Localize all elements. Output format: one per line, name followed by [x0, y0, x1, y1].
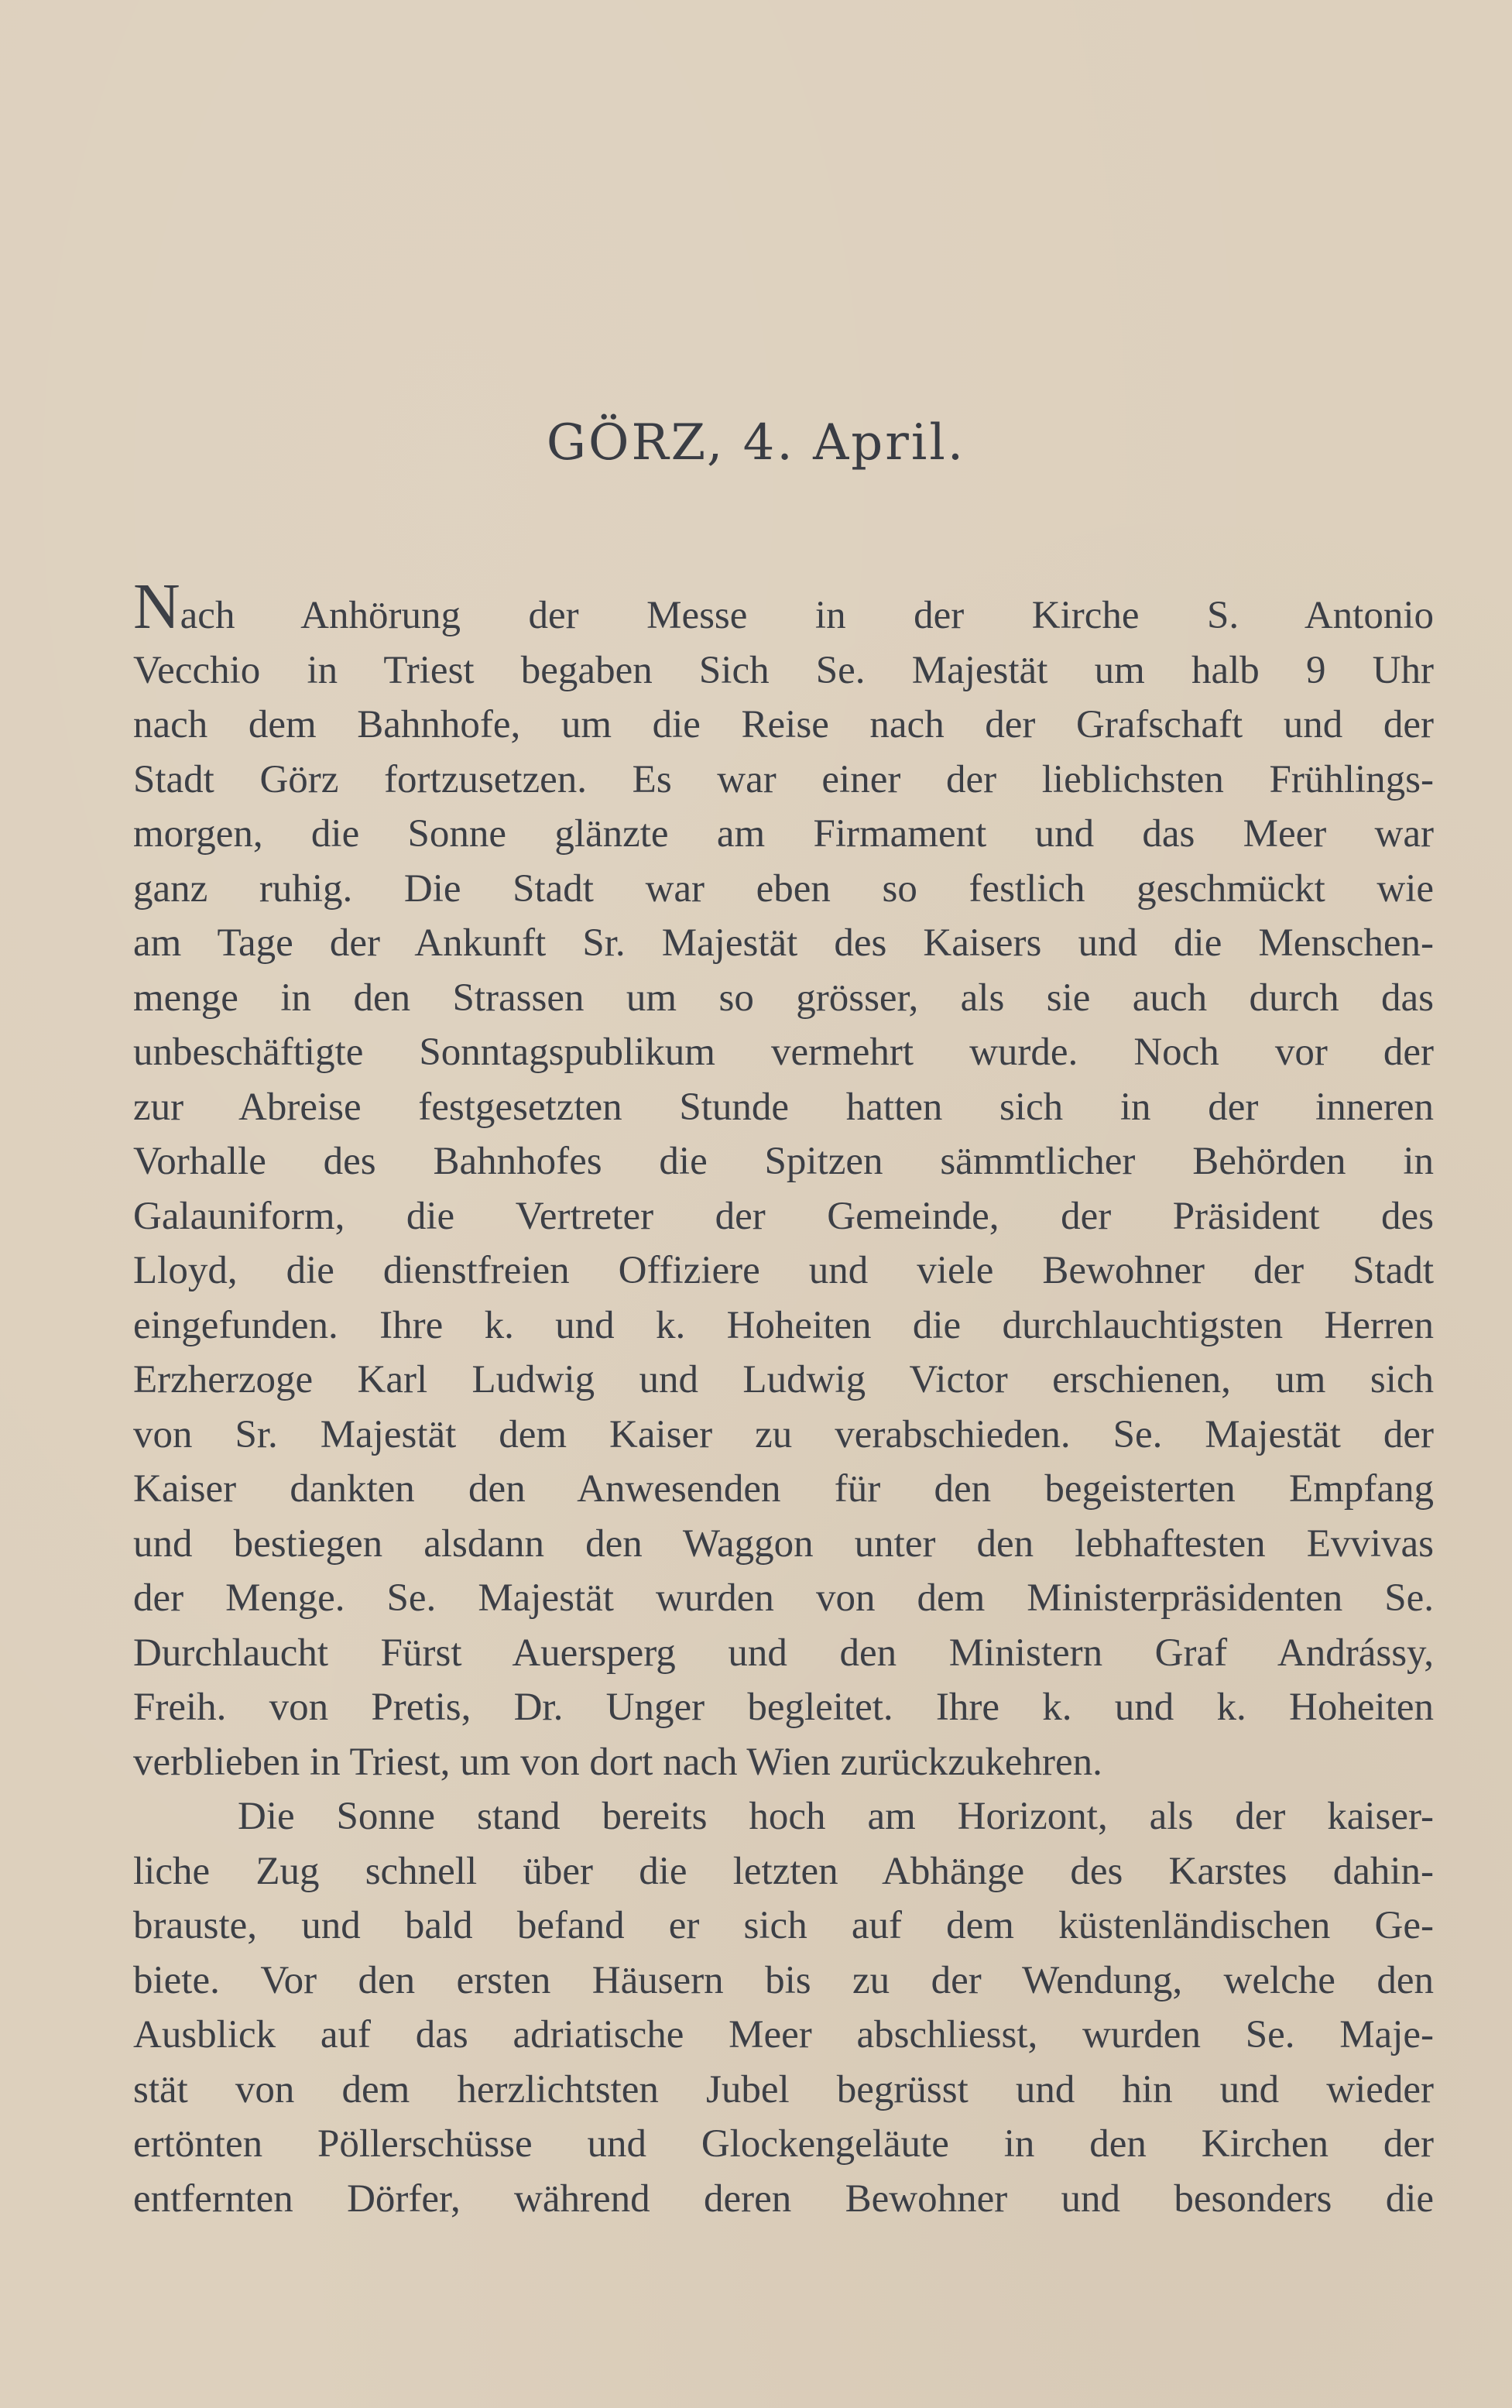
- text-line: Galauniform, die Vertreter der Gemeinde, der Präsident des: [133, 1194, 1434, 1238]
- drop-cap: N: [133, 571, 180, 643]
- text-line: Lloyd, die dienstfreien Offiziere und viele Bewohner der Stadt: [133, 1249, 1434, 1292]
- paragraph-1: [133, 571, 1434, 1789]
- text-line: verblieben in Triest, um von dort nach Wien zurückzukehren.: [133, 1740, 1102, 1784]
- text-line: menge in den Strassen um so grösser, als sie auch durch das: [133, 976, 1434, 1020]
- chapter-title: GÖRZ, 4. April.: [546, 414, 966, 472]
- text-line: der Menge. Se. Majestät wurden von dem Ministerpräsidenten Se.: [133, 1576, 1434, 1620]
- text-line: unbeschäftigte Sonntagspublikum vermehrt wurde. Noch vor der: [133, 1031, 1434, 1074]
- text-line: am Tage der Ankunft Sr. Majestät des Kaisers und die Menschen-: [133, 921, 1434, 965]
- text-line: stät von dem herzlichtsten Jubel begrüsst und hin und wieder: [133, 2067, 1434, 2111]
- text-line: von Sr. Majestät dem Kaiser zu verabschieden. Se. Majestät der: [133, 1412, 1434, 1456]
- text-line: Vecchio in Triest begaben Sich Se. Majestät um halb 9 Uhr: [133, 648, 1434, 692]
- text-line: morgen, die Sonne glänzte am Firmament und das Meer war: [133, 812, 1434, 856]
- text-line: ertönten Pöllerschüsse und Glockengeläute in den Kirchen der: [133, 2122, 1434, 2166]
- text-line: Vorhalle des Bahnhofes die Spitzen sämmtlicher Behörden in: [133, 1140, 1434, 1183]
- text-line: entfernten Dörfer, während deren Bewohner und besonders die: [133, 2176, 1434, 2221]
- text-line: Stadt Görz fortzusetzen. Es war einer der lieblichsten Frühlings-: [133, 757, 1434, 801]
- text-line: Durchlaucht Fürst Auersperg und den Ministern Graf Andrássy,: [133, 1631, 1434, 1675]
- text-line: liche Zug schnell über die letzten Abhänge des Karstes dahin-: [133, 1849, 1434, 1893]
- text-line: Kaiser dankten den Anwesenden für den begeisterten Empfang: [133, 1467, 1434, 1511]
- body-text: [133, 571, 1434, 2226]
- text-line-rest: ach Anhörung der Messe in der Kirche S. Antonio: [180, 594, 1434, 637]
- text-line: biete. Vor den ersten Häusern bis zu der Wendung, welche den: [133, 1958, 1434, 2002]
- text-line: ganz ruhig. Die Stadt war eben so festlich geschmückt wie: [133, 866, 1434, 911]
- text-line: Ausblick auf das adriatische Meer abschliesst, wurden Se. Maje-: [133, 2013, 1434, 2056]
- text-line: Freih. von Pretis, Dr. Unger begleitet. Ihre k. und k. Hoheiten: [133, 1686, 1434, 1729]
- text-line: Erzherzoge Karl Ludwig und Ludwig Victor erschienen, um sich: [133, 1358, 1434, 1401]
- paragraph-2: [133, 1789, 1434, 2226]
- text-line: zur Abreise festgesetzten Stunde hatten sich in der inneren: [133, 1085, 1434, 1129]
- text-line: brauste, und bald befand er sich auf dem küstenländischen Ge-: [133, 1904, 1434, 1947]
- text-line: [133, 571, 1434, 643]
- text-line: und bestiegen alsdann den Waggon unter den lebhaftesten Evvivas: [133, 1521, 1434, 1566]
- text-line: Die Sonne stand bereits hoch am Horizont, als der kaiser-: [238, 1795, 1434, 1838]
- text-line: eingefunden. Ihre k. und k. Hoheiten die durchlauchtigsten Herren: [133, 1303, 1434, 1347]
- text-line: nach dem Bahnhofe, um die Reise nach der Grafschaft und der: [133, 703, 1434, 746]
